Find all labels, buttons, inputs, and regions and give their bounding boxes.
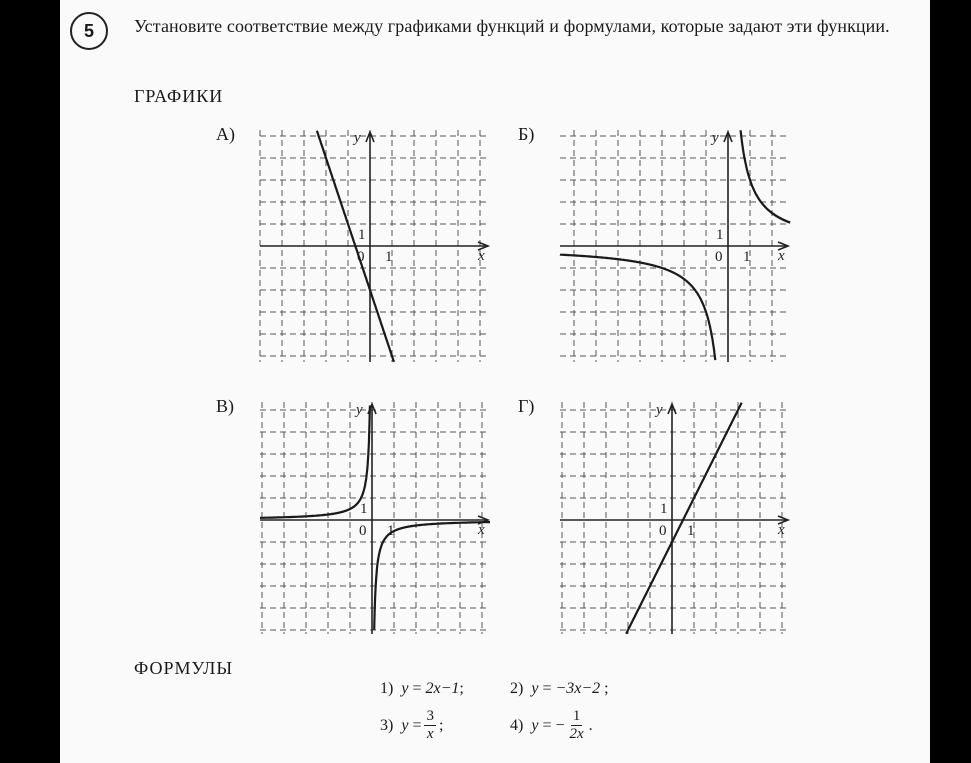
formula-4-sep: . <box>588 716 593 734</box>
graph-a <box>250 118 500 368</box>
formula-3-numerator: 3 <box>426 708 434 724</box>
formula-4-numerator: 1 <box>572 708 581 724</box>
function-line <box>626 403 742 634</box>
formula-2-sep: ; <box>604 680 609 697</box>
coordinate-plane <box>250 118 500 368</box>
formula-1: 1) y = 2x−1 ; <box>380 680 464 697</box>
formula-3-fraction <box>424 708 436 743</box>
graph-g <box>550 390 800 640</box>
origin-label: 0 <box>715 249 723 265</box>
formula-3-lhs: y <box>401 716 409 734</box>
formula-2-lhs: y <box>531 680 539 697</box>
coordinate-plane <box>550 390 800 640</box>
x-unit-label: 1 <box>687 523 695 539</box>
x-axis-label: x <box>478 522 485 538</box>
formula-1-rhs: 2x−1 <box>425 680 460 697</box>
y-axis-label: y <box>712 130 719 146</box>
formula-4-minus: − <box>555 716 565 734</box>
formula-1-number: 1) <box>380 680 394 697</box>
x-unit-label: 1 <box>387 523 395 539</box>
formula-4-number: 4) <box>510 716 524 734</box>
graph-v-label: В) <box>216 396 234 416</box>
origin-label: 0 <box>659 523 667 539</box>
hyperbola-branch-1 <box>560 255 715 361</box>
grid <box>560 402 790 634</box>
task-number-badge <box>70 12 108 50</box>
formula-1-sep: ; <box>459 680 464 697</box>
formula-3: 3) y = $\frac{3}{x}$ ; <box>380 708 444 742</box>
task-number: 5 <box>83 20 94 41</box>
formula-3-number: 3) <box>380 716 394 734</box>
graph-b-label: Б) <box>518 124 535 144</box>
coordinate-plane <box>550 118 800 368</box>
formula-1-lhs: y <box>401 680 409 697</box>
x-axis-label: x <box>478 248 485 264</box>
hyperbola-branch-1 <box>260 406 370 518</box>
x-unit-label: 1 <box>385 249 393 265</box>
formula-2-rhs: −3x−2 <box>555 680 601 697</box>
formula-4-denominator: 2x <box>569 726 584 742</box>
y-unit-label: 1 <box>358 227 366 243</box>
y-axis-label: y <box>354 130 361 146</box>
origin-label: 0 <box>357 249 365 265</box>
formula-4-lhs: y <box>531 716 539 734</box>
formula-3-denominator: x <box>426 726 434 742</box>
coordinate-plane <box>250 390 500 640</box>
x-axis-label: x <box>778 248 785 264</box>
formula-2-number: 2) <box>510 680 524 697</box>
task-statement: Установите соответствие между графиками функций и формулами, которые задают эти функции. <box>134 16 890 36</box>
formula-4: 4) y = − $\frac{1}{2x}$ . <box>510 708 593 742</box>
y-unit-label: 1 <box>360 501 368 517</box>
formulas-section-title: ФОРМУЛЫ <box>134 658 234 678</box>
formula-3-sep: ; <box>438 716 444 734</box>
y-unit-label: 1 <box>716 227 724 243</box>
graph-v <box>250 390 500 640</box>
graph-g-label: Г) <box>518 396 535 416</box>
graphs-section-title: ГРАФИКИ <box>134 86 224 106</box>
formula-4-fraction <box>568 708 586 743</box>
y-axis-label: y <box>656 402 663 418</box>
y-axis-label: y <box>356 402 363 418</box>
y-unit-label: 1 <box>660 501 668 517</box>
graph-b <box>550 118 800 368</box>
hyperbola-branch-2 <box>741 130 791 222</box>
task-sheet <box>60 0 930 763</box>
formula-2: 2) y = −3x−2 ; <box>510 680 609 697</box>
x-unit-label: 1 <box>743 249 751 265</box>
origin-label: 0 <box>359 523 367 539</box>
x-axis-label: x <box>778 522 785 538</box>
graph-a-label: А) <box>216 124 235 144</box>
